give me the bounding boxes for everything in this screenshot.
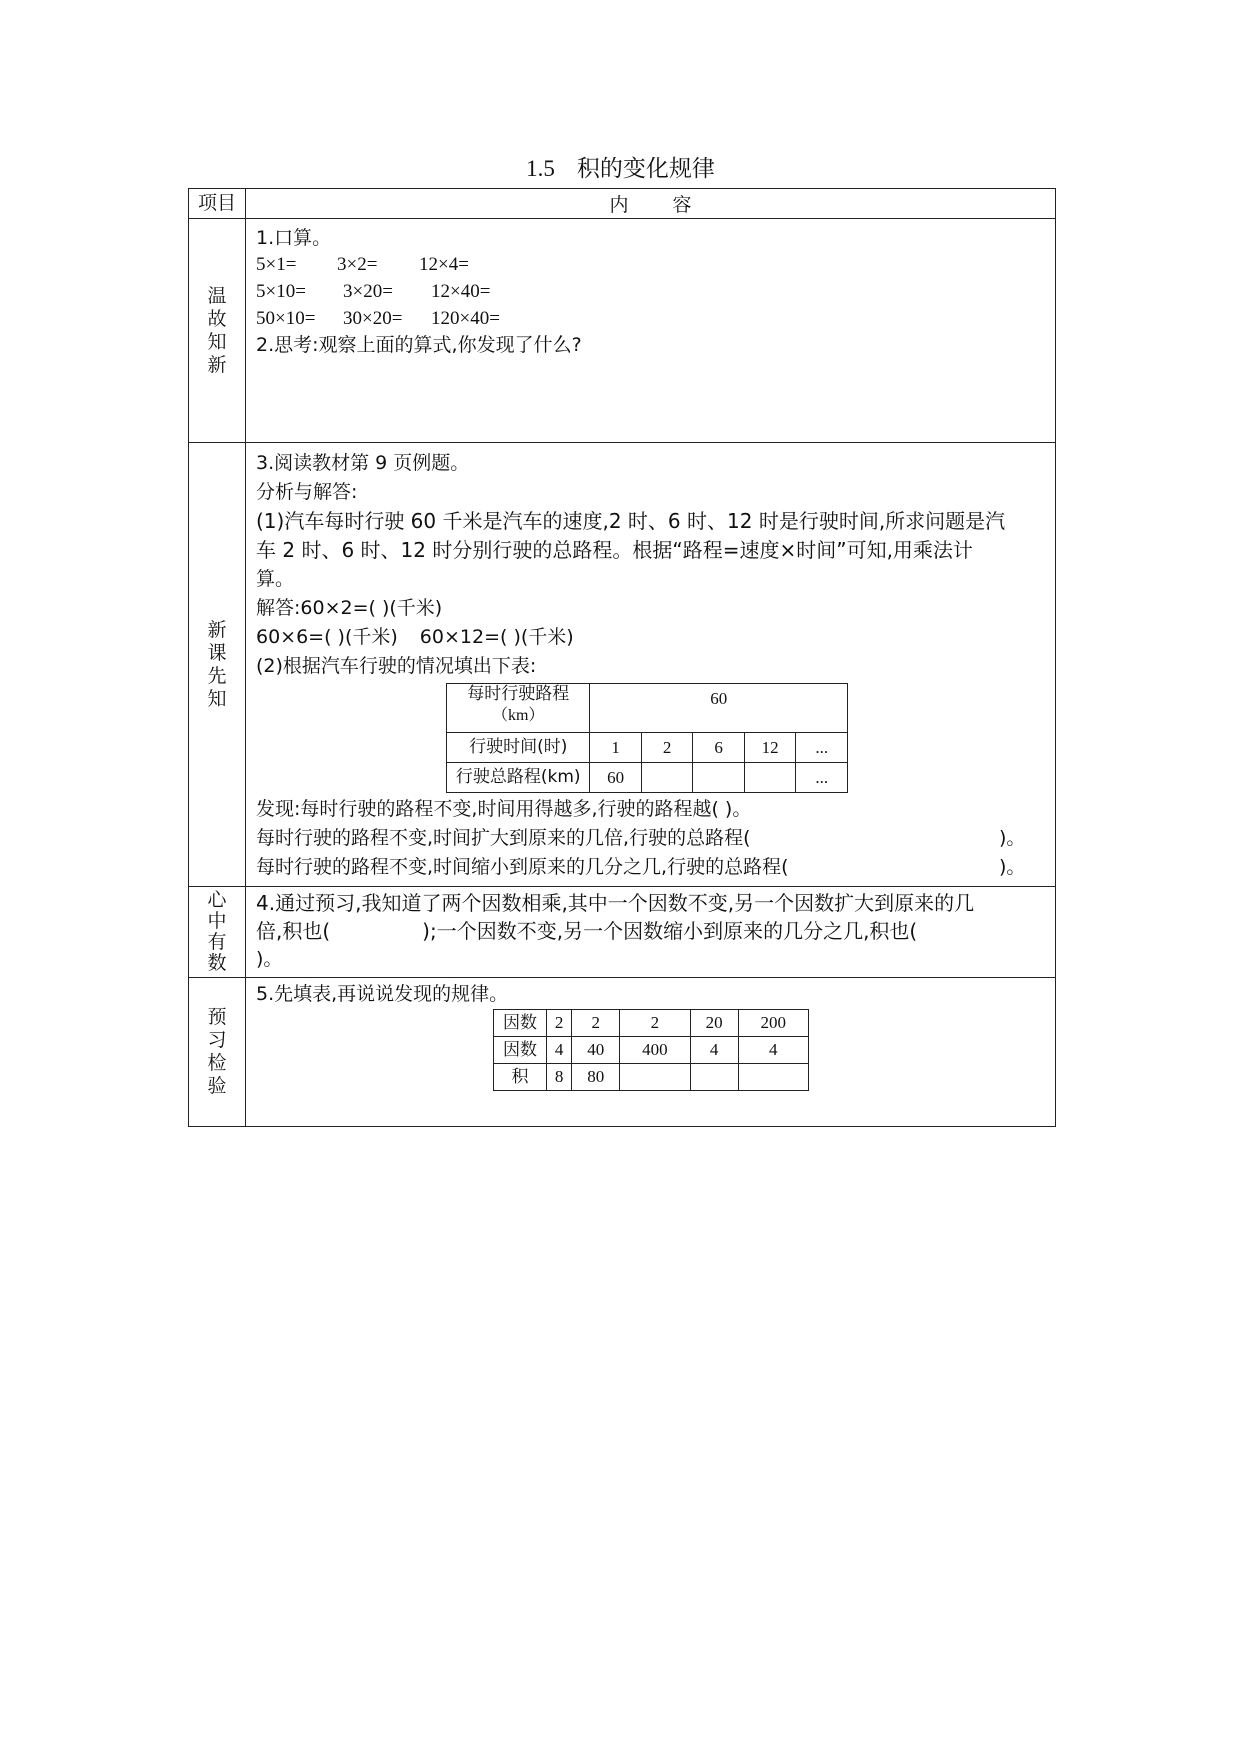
para1-line2: 车 2 时、6 时、12 时分别行驶的总路程。根据“路程=速度×时间”可知,用乘法计	[256, 538, 973, 562]
finding-3-text: 每时行驶的路程不变,时间缩小到原来的几分之几,行驶的总路程(	[256, 856, 789, 878]
factor-cell: 2	[547, 1010, 572, 1037]
distance-label: 行驶总路程(km)	[447, 763, 590, 793]
speed-value: 60	[590, 684, 848, 733]
section-review-content	[246, 219, 1056, 443]
speed-row	[447, 684, 848, 733]
speed-label-cell	[447, 684, 590, 733]
calc-item: 120×40=	[431, 308, 500, 329]
time-label: 行驶时间(时)	[447, 733, 590, 763]
finding-3-close: )。	[999, 856, 1026, 878]
time-cell: ...	[796, 733, 848, 763]
finding-2	[256, 824, 1045, 853]
factor-cell: 40	[572, 1037, 620, 1064]
q5-title: 5.先填表,再说说发现的规律。	[256, 983, 509, 1005]
speed-label: 每时行驶路程	[467, 684, 570, 704]
summary-line3: )。	[256, 948, 283, 970]
product-cell: 80	[572, 1064, 620, 1091]
product-cell[interactable]	[620, 1064, 690, 1091]
calc-row-3	[256, 305, 1045, 332]
section-summary	[189, 887, 1056, 978]
title-number: 1.5	[526, 156, 555, 181]
q3-title: 3.阅读教材第 9 页例题。	[256, 452, 470, 474]
time-row	[447, 733, 848, 763]
calc-item: 3×20=	[343, 281, 393, 302]
distance-cell[interactable]	[641, 763, 693, 793]
distance-cell[interactable]	[693, 763, 745, 793]
factor-row-2	[494, 1037, 809, 1064]
header-content-b: 容	[672, 194, 692, 216]
section4-label: 预习检验	[207, 1006, 227, 1097]
header-item-label: 项目	[197, 192, 236, 214]
factor-cell: 400	[620, 1037, 690, 1064]
calc-item: 50×10=	[256, 308, 316, 329]
distance-row	[447, 763, 848, 793]
section-label-check	[189, 978, 246, 1127]
finding-1: 发现:每时行驶的路程不变,时间用得越多,行驶的路程越( )。	[256, 798, 752, 820]
factor-cell: 200	[738, 1010, 809, 1037]
factor-table	[493, 1009, 809, 1091]
distance-cell: ...	[796, 763, 848, 793]
header-content-a: 内	[609, 194, 629, 216]
finding-2-text: 每时行驶的路程不变,时间扩大到原来的几倍,行驶的总路程(	[256, 827, 751, 849]
calc-item: 5×10=	[256, 281, 306, 302]
summary-line2a: 倍,积也(	[256, 919, 331, 943]
answer-line1: 解答:60×2=( )(千米)	[256, 597, 443, 619]
calc-row-2	[256, 278, 1045, 305]
q1-title: 1.口算。	[256, 227, 332, 249]
document-title	[0, 154, 1241, 184]
product-cell: 8	[547, 1064, 572, 1091]
summary-line1: 4.通过预习,我知道了两个因数相乘,其中一个因数不变,另一个因数扩大到原来的几	[256, 891, 975, 915]
time-cell: 2	[641, 733, 693, 763]
para2: (2)根据汽车行驶的情况填出下表:	[256, 655, 537, 677]
summary-line2	[256, 917, 1045, 945]
factor-cell: 4	[690, 1037, 738, 1064]
header-content	[246, 189, 1056, 219]
product-label: 积	[494, 1064, 547, 1091]
factor-row-1	[494, 1010, 809, 1037]
distance-cell[interactable]	[744, 763, 796, 793]
product-cell[interactable]	[690, 1064, 738, 1091]
section2-label: 新课先知	[207, 618, 227, 710]
time-cell: 6	[693, 733, 745, 763]
factor-cell: 2	[572, 1010, 620, 1037]
section-label-review	[189, 219, 246, 443]
section1-label: 温故知新	[207, 284, 227, 376]
calc-item: 5×1=	[256, 254, 297, 275]
header-row	[189, 189, 1056, 219]
calc-item: 12×4=	[419, 254, 469, 275]
section-check-content	[246, 978, 1056, 1127]
analysis-label: 分析与解答:	[256, 481, 358, 503]
section3-label: 心中有数	[207, 889, 227, 974]
q2-text: 2.思考:观察上面的算式,你发现了什么?	[256, 334, 582, 356]
factor-cell: 4	[738, 1037, 809, 1064]
time-cell: 12	[744, 733, 796, 763]
factor-label: 因数	[494, 1037, 547, 1064]
distance-cell[interactable]: 60	[590, 763, 642, 793]
factor-label: 因数	[494, 1010, 547, 1037]
para1-line3: 算。	[256, 568, 295, 590]
factor-cell: 20	[690, 1010, 738, 1037]
summary-line2b: );一个因数不变,另一个因数缩小到原来的几分之几,积也(	[422, 919, 918, 943]
time-cell: 1	[590, 733, 642, 763]
product-row	[494, 1064, 809, 1091]
section-review	[189, 219, 1056, 443]
section-check	[189, 978, 1056, 1127]
speed-unit: （km）	[491, 707, 545, 724]
answer-60x6: 60×6=( )(千米)	[256, 626, 398, 648]
factor-cell: 2	[620, 1010, 690, 1037]
product-cell[interactable]	[738, 1064, 809, 1091]
section-label-preview	[189, 443, 246, 887]
para1-line1: (1)汽车每时行驶 60 千米是汽车的速度,2 时、6 时、12 时是行驶时间,所求问题是汽	[256, 509, 1006, 533]
section-summary-content	[246, 887, 1056, 978]
section-preview	[189, 443, 1056, 887]
factor-cell: 4	[547, 1037, 572, 1064]
finding-2-close: )。	[999, 827, 1026, 849]
header-item	[189, 189, 246, 219]
answer-60x12: 60×12=( )(千米)	[419, 626, 574, 648]
worksheet-table	[188, 188, 1056, 1127]
calc-item: 12×40=	[431, 281, 491, 302]
speed-table	[446, 683, 848, 793]
calc-item: 3×2=	[337, 254, 378, 275]
finding-3	[256, 853, 1045, 882]
title-text: 积的变化规律	[576, 156, 715, 182]
section-label-summary	[189, 887, 246, 978]
calc-item: 30×20=	[343, 308, 403, 329]
answer-line2	[256, 623, 1045, 652]
section-preview-content	[246, 443, 1056, 887]
calc-row-1	[256, 251, 1045, 278]
